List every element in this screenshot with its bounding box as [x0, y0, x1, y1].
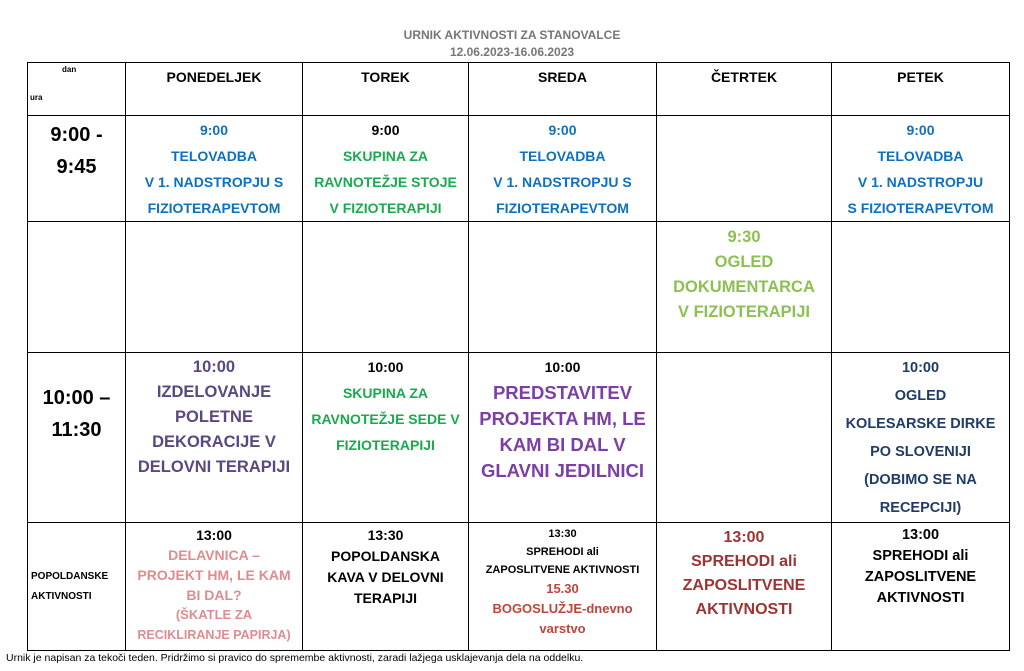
dan-label: dan	[62, 65, 77, 74]
activity-time: 13:00	[901, 527, 940, 543]
activity-line: ZAPOSLITVENE	[864, 569, 977, 585]
empty-cell	[28, 222, 126, 353]
activity-cell	[832, 523, 1010, 651]
activity-line: SKUPINA ZA	[342, 385, 429, 401]
time-start: 10:00 –	[42, 387, 111, 409]
activity-line: TELOVADBA	[877, 148, 964, 164]
activity-line: TERAPIJI	[353, 590, 417, 606]
time-start: 9:00 -	[50, 124, 103, 146]
activity-line: BI DAL?	[186, 587, 242, 603]
activity-line: BOGOSLUŽJE-dnevno	[492, 601, 633, 616]
activity-line: GLAVNI JEDILNICI	[480, 460, 645, 481]
activity-time: 9:30	[727, 228, 761, 246]
time-end: 9:45	[56, 156, 97, 178]
activity-time: 15.30	[546, 581, 579, 596]
activity-line: PO SLOVENIJI	[870, 444, 971, 460]
activity-cell	[657, 523, 832, 651]
activity-line: ZAPOSLITVENE AKTIVNOSTI	[485, 564, 640, 576]
activity-line: V 1. NADSTROPJU	[857, 174, 984, 190]
activity-line: SPREHODI ali	[872, 548, 969, 564]
footer-note: Urnik je napisan za tekoči teden. Pridržimo si pravico do spremembe aktivnosti, zaradi lažjega usklajevanja dela na oddelku.	[6, 652, 584, 664]
activity-line: PROJEKTA HM, LE	[479, 408, 646, 429]
activity-time: 9:00	[371, 122, 400, 138]
activity-line: V FIZIOTERAPIJI	[329, 200, 442, 216]
time-end: 11:30	[51, 419, 102, 441]
activity-cell	[303, 523, 469, 651]
activity-line: (DOBIMO SE NA	[864, 472, 977, 488]
activity-line: FIZIOTERAPIJI	[336, 437, 435, 453]
activity-cell	[126, 523, 303, 651]
activity-time: 9:00	[199, 122, 229, 138]
activity-line: KAVA V DELOVNI	[327, 569, 444, 585]
activity-line: FIZIOTERAPEVTOM	[147, 200, 281, 216]
activity-line: DOKUMENTARCA	[673, 278, 815, 296]
activity-cell	[126, 353, 303, 523]
activity-line: KAM BI DAL V	[499, 434, 626, 455]
activity-line: SPREHODI ali	[526, 546, 599, 558]
afternoon-label-line: POPOLDANSKE	[31, 570, 109, 582]
activity-line: S FIZIOTERAPEVTOM	[847, 200, 994, 216]
activity-cell	[832, 116, 1010, 222]
day-header: SREDA	[469, 63, 657, 116]
activity-line: POPOLDANSKA	[331, 548, 440, 564]
schedule-table	[27, 62, 1010, 651]
empty-cell	[303, 222, 469, 353]
activity-cell	[126, 116, 303, 222]
activity-cell	[832, 353, 1010, 523]
activity-cell	[469, 353, 657, 523]
time-cell	[28, 353, 126, 523]
activity-line: SKUPINA ZA	[342, 148, 429, 164]
day-header: ČETRTEK	[657, 63, 832, 116]
row-10-00	[28, 353, 1010, 523]
row-9-30	[28, 222, 1010, 353]
activity-line: V 1. NADSTROPJU S	[493, 174, 632, 190]
activity-cell	[657, 222, 832, 353]
activity-line: DELOVNI TERAPIJI	[137, 458, 291, 476]
corner-cell	[28, 63, 126, 116]
activity-cell	[469, 116, 657, 222]
activity-line: PROJEKT HM, LE KAM	[137, 567, 291, 583]
activity-line: varstvo	[539, 621, 586, 636]
activity-time: 13:30	[548, 528, 577, 540]
activity-time: 13:30	[367, 527, 404, 543]
activity-line: RECIKLIRANJE PAPIRJA)	[137, 628, 291, 642]
activity-line: AKTIVNOSTI	[695, 601, 793, 618]
afternoon-label	[28, 523, 126, 651]
activity-line: KOLESARSKE DIRKE	[845, 416, 996, 432]
activity-time: 13:00	[723, 529, 765, 546]
day-header: TOREK	[303, 63, 469, 116]
activity-time: 9:00	[906, 122, 935, 138]
activity-line: AKTIVNOSTI	[876, 590, 965, 606]
activity-line: RAVNOTEŽJE SEDE V	[311, 411, 460, 427]
empty-cell	[469, 222, 657, 353]
activity-line: TELOVADBA	[170, 148, 258, 164]
activity-line: V 1. NADSTROPJU S	[144, 174, 284, 190]
activity-line: ZAPOSLITVENE	[682, 577, 806, 594]
activity-line: OGLED	[894, 388, 947, 404]
day-header: PONEDELJEK	[126, 63, 303, 116]
activity-line: FIZIOTERAPEVTOM	[496, 200, 629, 216]
activity-line: V FIZIOTERAPIJI	[677, 303, 811, 321]
activity-line: RAVNOTEŽJE STOJE	[314, 174, 457, 190]
activity-time: 13:00	[196, 527, 232, 543]
row-afternoon	[28, 523, 1010, 651]
row-9-00	[28, 116, 1010, 222]
empty-cell	[126, 222, 303, 353]
activity-line: (ŠKATLE ZA	[175, 607, 253, 622]
ura-label: ura	[30, 93, 43, 102]
time-cell	[28, 116, 126, 222]
activity-time: 10:00	[544, 359, 581, 375]
activity-time: 10:00	[367, 359, 404, 375]
activity-line: SPREHODI ali	[691, 553, 797, 570]
activity-time: 10:00	[901, 360, 940, 376]
activity-line: DELAVNICA –	[168, 547, 260, 563]
activity-time: 10:00	[192, 358, 236, 376]
activity-line: POLETNE	[175, 408, 253, 426]
activity-line: PREDSTAVITEV	[492, 382, 633, 403]
empty-cell	[832, 222, 1010, 353]
activity-cell	[303, 116, 469, 222]
activity-cell	[469, 523, 657, 651]
activity-line: TELOVADBA	[519, 148, 606, 164]
schedule-title: URNIK AKTIVNOSTI ZA STANOVALCE	[403, 28, 621, 42]
afternoon-label-line: AKTIVNOSTI	[31, 590, 92, 602]
schedule-dates: 12.06.2023-16.06.2023	[449, 45, 575, 59]
header-row	[28, 63, 1010, 116]
activity-cell	[303, 353, 469, 523]
activity-time: 9:00	[548, 122, 577, 138]
activity-line: IZDELOVANJE	[156, 383, 272, 401]
day-header: PETEK	[832, 63, 1010, 116]
activity-line: DEKORACIJE V	[152, 433, 276, 451]
empty-cell	[657, 116, 832, 222]
activity-line: RECEPCIJI)	[879, 500, 962, 516]
activity-line: OGLED	[714, 253, 774, 271]
empty-cell	[657, 353, 832, 523]
